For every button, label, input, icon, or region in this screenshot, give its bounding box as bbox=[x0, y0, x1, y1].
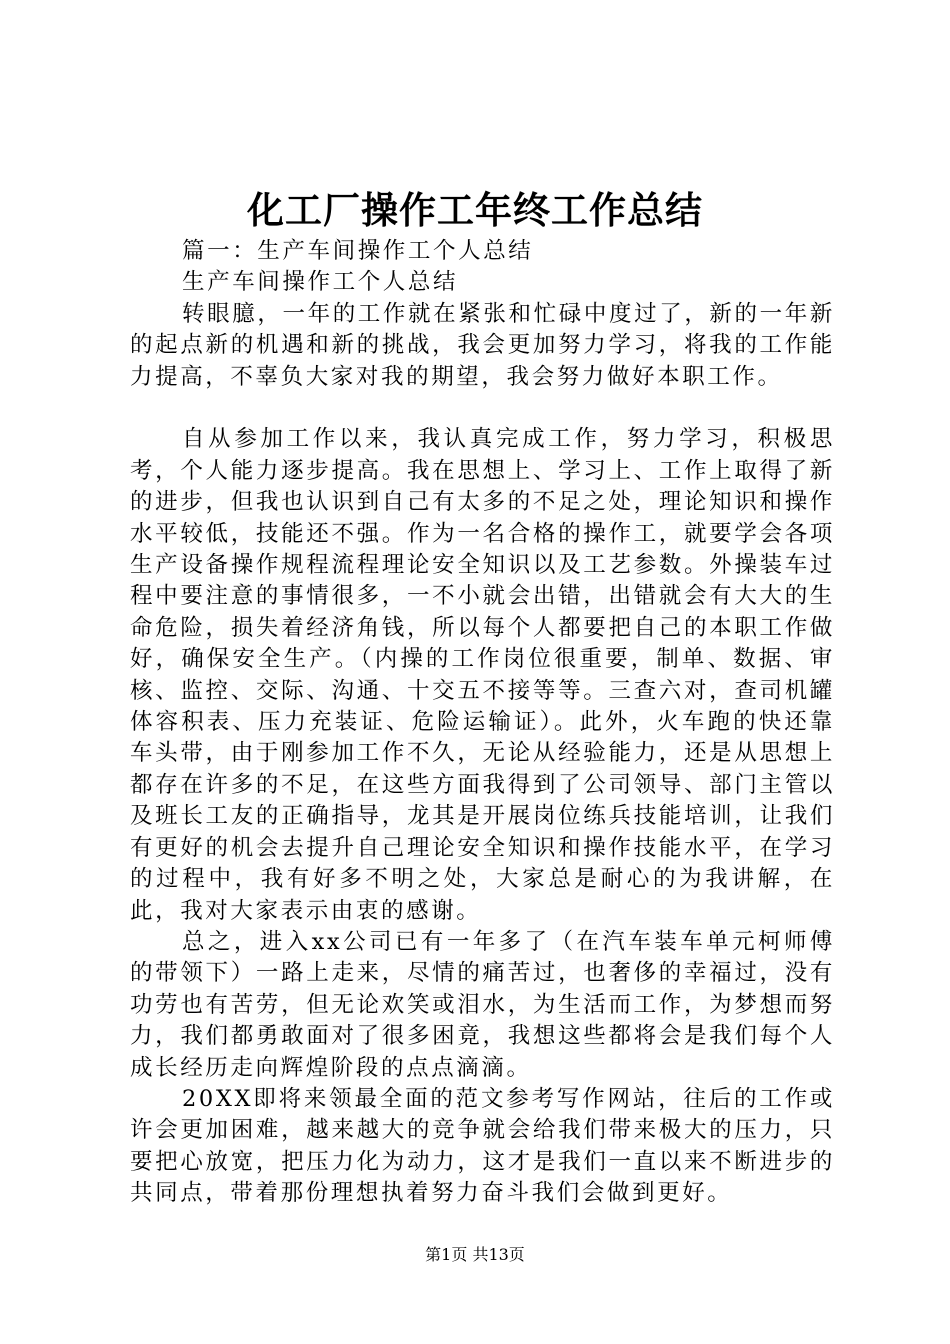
subsection-heading: 生产车间操作工个人总结 bbox=[182, 269, 459, 296]
section-heading: 篇一：生产车间操作工个人总结 bbox=[182, 238, 534, 264]
page-footer: 第1页 共13页 bbox=[425, 1245, 525, 1264]
document-body bbox=[130, 236, 835, 1210]
paragraph-closing: 20XX即将来领最全面的范文参考写作网站，往后的工作或许会更加困难，越来越大的竞争就会给我们带来极大的压力，只要把心放宽，把压力化为动力，这才是我们一直以来不断进步的共同点，带着那份理想执着努力奋斗我们会做到更好。 bbox=[130, 1085, 835, 1207]
document-title: 化工厂操作工年终工作总结 bbox=[247, 188, 703, 232]
paragraph-main: 自从参加工作以来，我认真完成工作，努力学习，积极思考，个人能力逐步提高。我在思想上、学习上、工作上取得了新的进步，但我也认识到自己有太多的不足之处，理论知识和操作水平较低，技能还不强。作为一名合格的操作工，就要学会各项生产设备操作规程流程理论安全知识以及工艺参数。外操装车过程中要注意的事情很多，一不小就会出错，出错就会有大大的生命危险，损失着经济角钱，所以每个人都要把自己的本职工作做好，确保安全生产。（内操的工作岗位很重要，制单、数据、审核、监控、交际、沟通、十交五不接等等。三查六对，查司机罐体容积表、压力充装证、危险运输证）。此外，火车跑的快还靠车头带，由于刚参加工作不久，无论从经验能力，还是从思想上都存在许多的不足，在这些方面我得到了公司领导、部门主管以及班长工友的正确指导，龙其是开展岗位练兵技能培训，让我们有更好的机会去提升自己理论安全知识和操作技能水平，在学习的过程中，我有好多不明之处，大家总是耐心的为我讲解，在此，我对大家表示由衷的感谢。 bbox=[130, 426, 835, 924]
paragraph-summary: 总之，进入xx公司已有一年多了（在汽车装车单元柯师傅的带领下）一路上走来，尽情的痛苦过，也奢侈的幸福过，没有功劳也有苦劳，但无论欢笑或泪水，为生活而工作，为梦想而努力，我们都勇敢面对了很多困竟，我想这些都将会是我们每个人成长经历走向辉煌阶段的点点滴滴。 bbox=[130, 928, 835, 1081]
paragraph-intro: 转眼臆，一年的工作就在紧张和忙碌中度过了，新的一年新的起点新的机遇和新的挑战，我会更加努力学习，将我的工作能力提高，不辜负大家对我的期望，我会努力做好本职工作。 bbox=[130, 300, 835, 390]
paragraph-spacer bbox=[130, 393, 835, 424]
